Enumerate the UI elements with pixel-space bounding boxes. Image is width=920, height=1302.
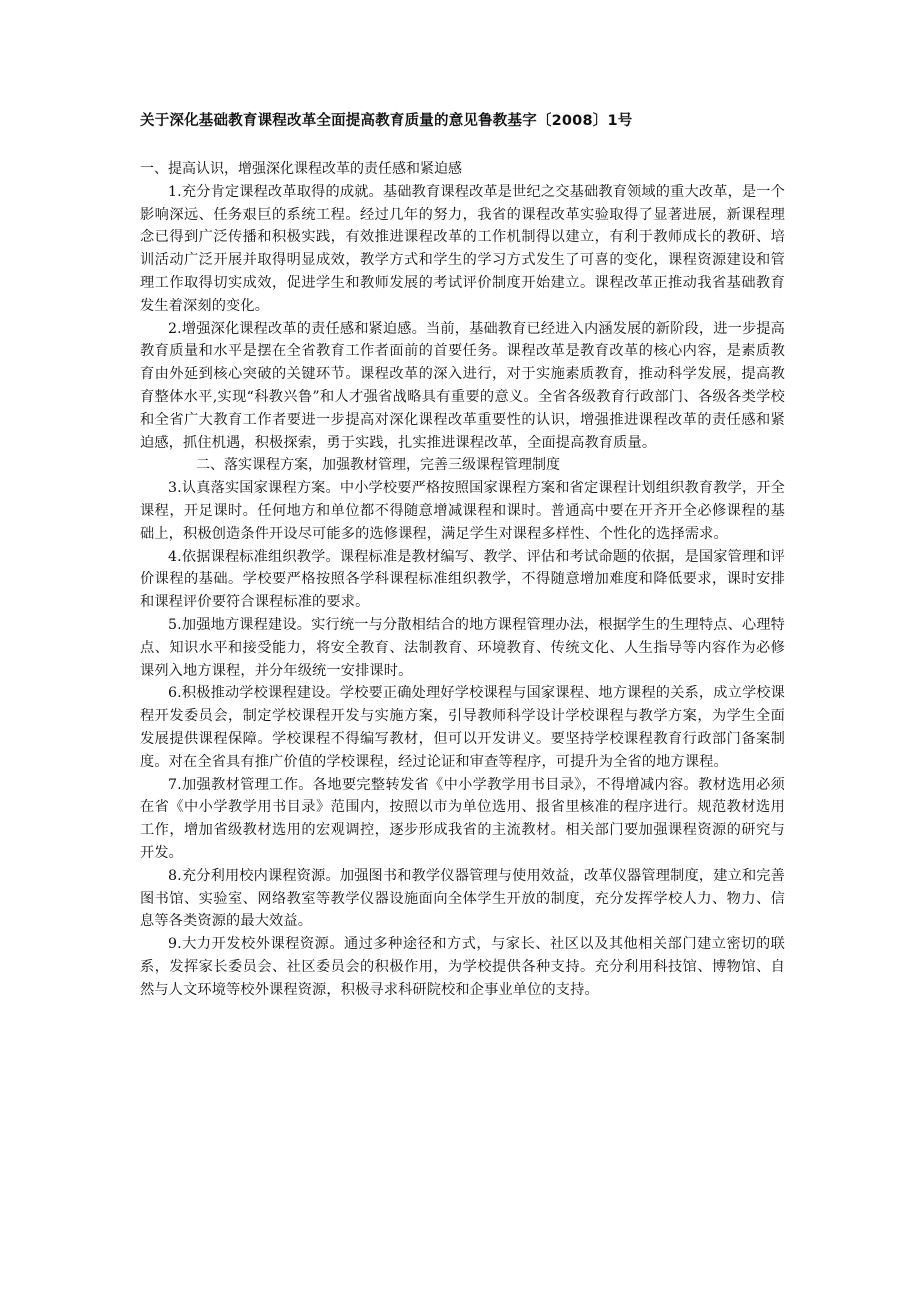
- paragraph: 9.大力开发校外课程资源。通过多种途径和方式，与家长、社区以及其他相关部门建立密切的联系，发挥家长委员会、社区委员会的积极作用，为学校提供各种支持。充分利用科技馆、博物馆、自然与人文环境等校外课程资源，积极寻求科研院校和企事业单位的支持。: [140, 936, 785, 998]
- paragraph: 1.充分肯定课程改革取得的成就。基础教育课程改革是世纪之交基础教育领域的重大改革，是一个影响深远、任务艰巨的系统工程。经过几年的努力，我省的课程改革实验取得了显著进展，新课程理念已得到广泛传播和积极实践，有效推进课程改革的工作机制得以建立，有利于教师成长的教研、培训活动广泛开展并取得明显成效，教学方式和学生的学习方式发生了可喜的变化，课程资源建设和管理工作取得切实成效，促进学生和教师发展的考试评价制度开始建立。课程改革正推动我省基础教育发生着深刻的变化。: [140, 183, 785, 314]
- paragraph: 8.充分利用校内课程资源。加强图书和教学仪器管理与使用效益，改革仪器管理制度，建立和完善图书馆、实验室、网络教室等教学仪器设施面向全体学生开放的制度，充分发挥学校人力、物力、信息等各类资源的最大效益。: [140, 867, 785, 930]
- paragraph: 7.加强教材管理工作。各地要完整转发省《中小学教学用书目录》，不得增减内容。教材选用必须在省《中小学教学用书目录》范围内，按照以市为单位选用、报省里核准的程序进行。规范教材选用工作，增加省级教材选用的宏观调控，逐步形成我省的主流教材。相关部门要加强课程资源的研究与开发。: [140, 776, 785, 861]
- paragraph: 5.加强地方课程建设。实行统一与分散相结合的地方课程管理办法，根据学生的生理特点、心理特点、知识水平和接受能力，将安全教育、法制教育、环境教育、传统文化、人生指导等内容作为必修课列入地方课程，并分年级统一安排课时。: [140, 616, 785, 679]
- paragraph: 2.增强深化课程改革的责任感和紧迫感。当前，基础教育已经进入内涵发展的新阶段，进一步提高教育质量和水平是摆在全省教育工作者面前的首要任务。课程改革是教育改革的核心内容，是素质教育由外延到核心突破的关键环节。课程改革的深入进行，对于实施素质教育，推动科学发展，提高教育整体水平,实现“科教兴鲁”和人才强省战略具有重要的意义。全省各级教育行政部门、各级各类学校和全省广大教育工作者要进一步提高对深化课程改革重要性的认识，增强推进课程改革的责任感和紧迫感，抓住机遇，积极探索，勇于实践，扎实推进课程改革，全面提高教育质量。: [140, 320, 785, 451]
- document-page: [140, 110, 785, 1001]
- paragraph: 4.依据课程标准组织教学。课程标准是教材编写、教学、评估和考试命题的依据，是国家管理和评价课程的基础。学校要严格按照各学科课程标准组织教学，不得随意增加难度和降低要求，课时安排和课程评价要符合课程标准的要求。: [140, 548, 785, 611]
- paragraph: 3.认真落实国家课程方案。中小学校要严格按照国家课程方案和省定课程计划组织教育教学，开全课程，开足课时。任何地方和单位都不得随意增减课程和课时。普通高中要在开齐开全必修课程的基础上，积极创造条件开设尽可能多的选修课程，满足学生对课程多样性、个性化的选择需求。: [140, 480, 785, 542]
- document-title: 关于深化基础教育课程改革全面提高教育质量的意见鲁教基字〔2008〕1号: [140, 113, 633, 129]
- section-2: [140, 454, 785, 1001]
- section-heading: 二、落实课程方案，加强教材管理，完善三级课程管理制度: [196, 457, 560, 474]
- section-heading: 一、提高认识，增强深化课程改革的责任感和紧迫感: [140, 161, 462, 177]
- section-1: [140, 158, 785, 454]
- paragraph: 6.积极推动学校课程建设。学校要正确处理好学校课程与国家课程、地方课程的关系，成立学校课程开发委员会，制定学校课程开发与实施方案，引导教师科学设计学校课程与教学方案，为学生全面发展提供课程保障。学校课程不得编写教材，但可以开发讲义。要坚持学校课程教育行政部门备案制度。对在全省具有推广价值的学校课程，经过论证和审查等程序，可提升为全省的地方课程。: [140, 685, 785, 770]
